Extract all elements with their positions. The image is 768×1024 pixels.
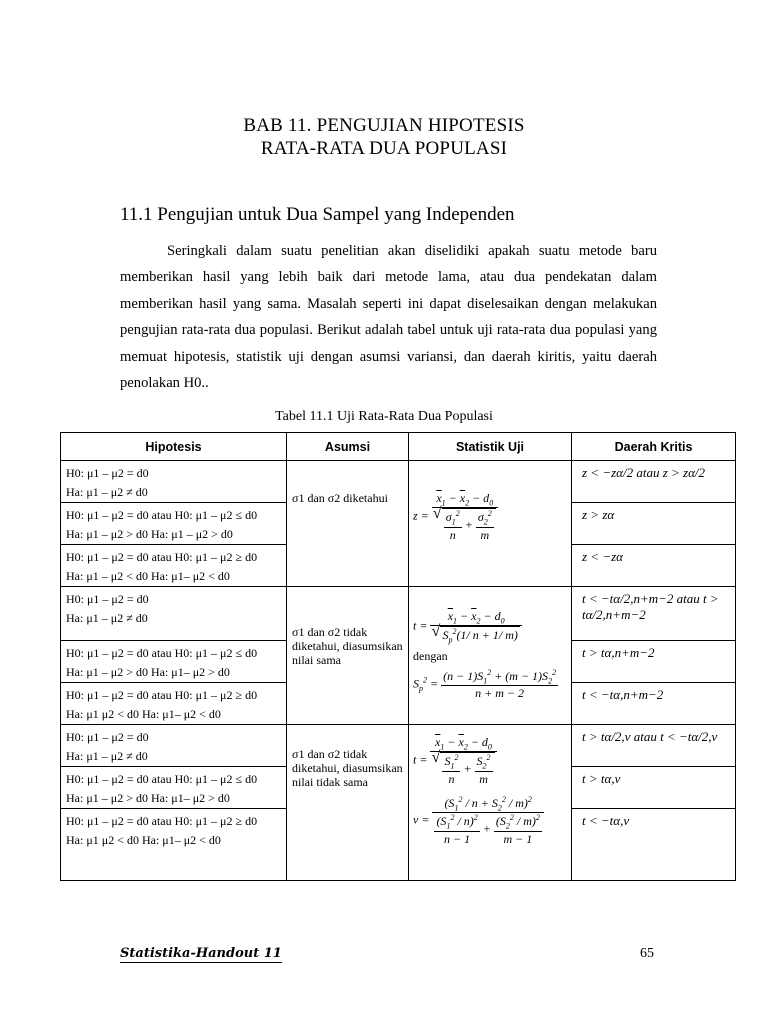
z-formula: $\overline{x}_1 - \overline{x}_2 - d_0$ √ $\frac{\sigma_1^2}{n}$ + $\frac{\sigma_2^2}{m}$ [432,491,498,543]
hypothesis-null: H0: μ1 – μ2 = d0 atau H0: μ1 – μ2 ≥ d0 [66,550,258,564]
t-pooled-formula: $\overline{x}_1 - \overline{x}_2 - d_0$ √ $S_p^2(1/$ n + 1/ m) [430,609,521,645]
hypothesis-null: H0: μ1 – μ2 = d0 atau H0: μ1 – μ2 ≥ d0 [66,688,258,702]
header-asumsi: Asumsi [287,433,409,461]
table-caption: Tabel 11.1 Uji Rata-Rata Dua Populasi [275,409,493,424]
hypothesis-null: H0: μ1 – μ2 = d0 atau H0: μ1 – μ2 ≤ d0 [66,508,258,522]
hypothesis-alt: Ha: μ1 – μ2 > d0 Ha: μ1– μ2 > d0 [66,665,230,679]
hypothesis-alt: Ha: μ1 – μ2 < d0 Ha: μ1– μ2 < d0 [66,569,230,583]
chapter-title [0,114,768,160]
critical-region-cell: z < −zα/2 atau z > zα/2 [572,461,736,503]
footer-handout-title: Statistika-Handout 11 [120,946,282,961]
hypothesis-cell [61,503,287,545]
table-header-row [61,433,736,461]
hypothesis-null: H0: μ1 – μ2 = d0 [66,466,149,480]
hypothesis-cell [61,641,287,683]
hypothesis-alt: Ha: μ1 – μ2 ≠ d0 [66,611,148,625]
hypothesis-alt: Ha: μ1 – μ2 ≠ d0 [66,749,148,763]
test-statistic-z: z = $\overline{x}_1 - \overline{x}_2 - d_0$ √ $\frac{\sigma_1^2}{n}$ + $\frac{\sigma_2^2}{m}$ [409,461,572,587]
hypothesis-cell [61,725,287,767]
hypothesis-alt: Ha: μ1 – μ2 > d0 Ha: μ1– μ2 > d0 [66,791,230,805]
critical-region-cell: t > tα/2,v atau t < −tα/2,v [572,725,736,767]
table-row [61,461,736,503]
critical-region-cell: t < −tα,n+m−2 [572,683,736,725]
intro-paragraph [120,238,657,396]
header-hipotesis: Hipotesis [61,433,287,461]
hypothesis-alt: Ha: μ1 – μ2 ≠ d0 [66,485,148,499]
table-row [61,587,736,641]
hypothesis-null: H0: μ1 – μ2 = d0 atau H0: μ1 – μ2 ≤ d0 [66,646,258,660]
section-heading: 11.1 Pengujian untuk Dua Sampel yang Independen [120,204,515,225]
assumption-cell: σ1 dan σ2 tidak diketahui, diasumsikan nilai tidak sama [287,725,409,881]
hypothesis-cell [61,767,287,809]
hypothesis-table [60,432,736,881]
hypothesis-alt: Ha: μ1 – μ2 > d0 Ha: μ1 – μ2 > d0 [66,527,233,541]
hypothesis-cell [61,545,287,587]
df-formula: $(S_1^2 / n + S_2^2 / m)^2$ $\frac{(S_1^2 / n)^2}{n - 1}$ + $\frac{(S_2^2 / m)^2}{m - 1}$ [432,795,543,847]
critical-region-cell: z > zα [572,503,736,545]
critical-region-cell: z < −zα [572,545,736,587]
hypothesis-null: H0: μ1 – μ2 = d0 [66,730,149,744]
hypothesis-cell [61,587,287,641]
chapter-title-line2: RATA-RATA DUA POPULASI [260,138,508,159]
pooled-variance-formula: $\frac{(n - 1)S_1^2 + (m - 1)S_2^2}{n + m - 2}$ [443,667,557,701]
header-daerah-kritis: Daerah Kritis [572,433,736,461]
critical-region-cell: t < −tα,v [572,809,736,881]
critical-region-cell: t < −tα/2,n+m−2 atau t > tα/2,n+m−2 [572,587,736,641]
hypothesis-alt: Ha: μ1 μ2 < d0 Ha: μ1– μ2 < d0 [66,833,221,847]
hypothesis-cell [61,809,287,881]
hypothesis-cell [61,461,287,503]
page-number: 65 [640,946,654,961]
hypothesis-alt: Ha: μ1 μ2 < d0 Ha: μ1– μ2 < d0 [66,707,221,721]
hypothesis-null: H0: μ1 – μ2 = d0 atau H0: μ1 – μ2 ≥ d0 [66,814,258,828]
hypothesis-null: H0: μ1 – μ2 = d0 [66,592,149,606]
assumption-cell: σ1 dan σ2 tidak diketahui, diasumsikan nilai sama [287,587,409,725]
hypothesis-null: H0: μ1 – μ2 = d0 atau H0: μ1 – μ2 ≤ d0 [66,772,258,786]
critical-region-cell: t > tα,n+m−2 [572,641,736,683]
assumption-cell: σ1 dan σ2 diketahui [287,461,409,587]
intro-paragraph-text: Seringkali dalam suatu penelitian akan diselidiki apakah suatu metode baru memberikan hasil yang lebih baik dari metode lama, atau dua pendekatan dalam memberikan hasil yang sama. Masalah seperti ini dapat diselesaikan dengan melakukan pengujian rata-rata dua populasi. Berikut adalah tabel untuk uji rata-rata dua populasi yang memuat hipotesis, statistik uji dengan asumsi variansi, dan daerah kiritis, yaitu daerah penolakan H0.. [120,243,657,392]
test-statistic-t-welch: t = $\overline{x}_1 - \overline{x}_2 - d_0$ √ $\frac{S_1^2}{n}$ + $\frac{S_2^2}{m}$ v = $(S_1^2 / n + S_2^2 / m)^2$ $\frac{(S_1^2 / n)^2}{n - 1}$ + $\frac{(S_2^2 / m)^2}{m - 1}$ [409,725,572,881]
critical-region-cell: t > tα,v [572,767,736,809]
t-welch-formula: $\overline{x}_1 - \overline{x}_2 - d_0$ √ $\frac{S_1^2}{n}$ + $\frac{S_2^2}{m}$ [430,735,496,787]
table-row [61,725,736,767]
test-statistic-t-pooled: t = $\overline{x}_1 - \overline{x}_2 - d_0$ √ $S_p^2(1/$ n + 1/ m) dengan $S_p^2$ = $\frac{(n - 1)S_1^2 + (m - 1)S_2^2}{n + m - 2}$ [409,587,572,725]
hypothesis-cell [61,683,287,725]
header-statistik: Statistik Uji [409,433,572,461]
chapter-title-line1: BAB 11. PENGUJIAN HIPOTESIS [243,115,525,136]
dengan-label: dengan [413,648,448,663]
